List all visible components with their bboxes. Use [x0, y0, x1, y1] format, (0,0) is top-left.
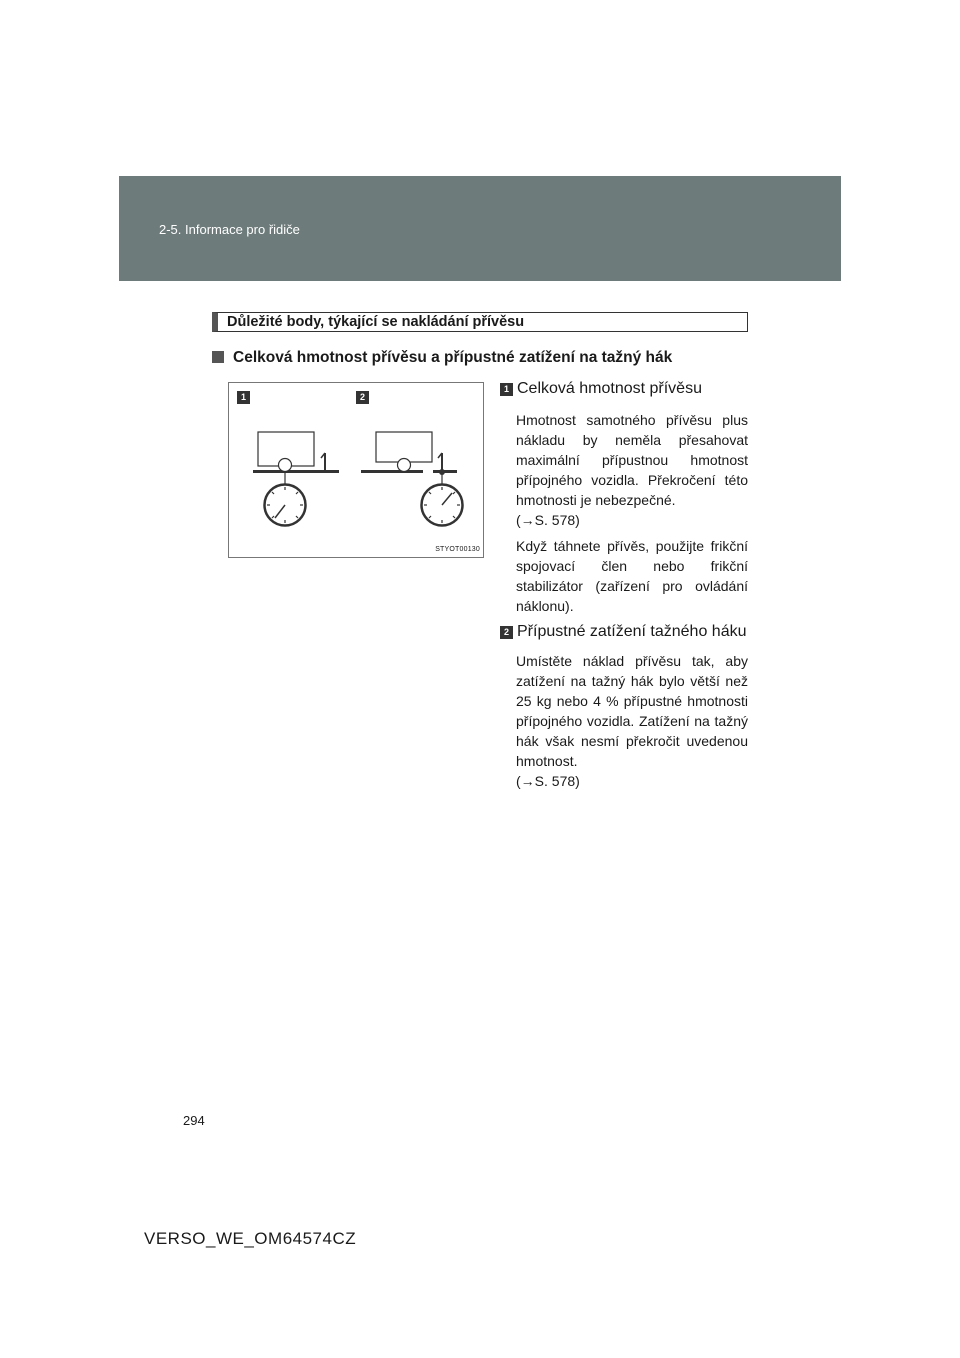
item-1-paragraph-1: Hmotnost samotného přívěsu plus nákladu by neměla přesahovat maximální přípustnou hmotnost přípojného vozidla. Překročení této hmotnosti je nebezpečné. [516, 412, 748, 508]
tow-hitch-bar [433, 470, 457, 473]
figure-code: STYOT00130 [435, 546, 480, 553]
item-2-paragraph-1: Umístěte náklad přívěsu tak, aby zatížení na tažný hák bylo větší než 25 kg nebo 4 % přípustné hmotnosti přípojného vozidla. Zatížení na tažný hák však nesmí překročit uvedenou hmotnost. [516, 653, 748, 769]
section-title: Důležité body, týkající se nakládání přívěsu [212, 312, 748, 332]
item-1-page-reference[interactable]: (→S. 578) [516, 512, 580, 528]
trailer-drawbar [361, 470, 423, 473]
item-heading-2 [500, 622, 746, 642]
figure-badge-1: 1 [237, 391, 250, 404]
figure-badge-2: 2 [356, 391, 369, 404]
item-title: Celková hmotnost přívěsu [517, 380, 702, 397]
section-breadcrumb: 2-5. Informace pro řidiče [159, 222, 300, 237]
item-number-badge: 1 [500, 383, 513, 396]
item-number-badge: 2 [500, 626, 513, 639]
square-bullet-icon [212, 351, 224, 363]
tongue-load-diagram [361, 432, 463, 526]
trailer-illustration [229, 383, 485, 559]
trailer-drawbar [253, 470, 339, 473]
header-band [119, 176, 841, 281]
trailer-body [376, 432, 432, 462]
item-heading-1 [500, 379, 702, 399]
trailer-load-figure [228, 382, 484, 558]
subheading [212, 349, 672, 367]
trailer-wheel [398, 459, 411, 472]
document-code: VERSO_WE_OM64574CZ [144, 1229, 357, 1248]
trailer-total-weight-diagram [253, 432, 339, 526]
page-number: 294 [183, 1113, 205, 1128]
item-1-paragraph-2: Když táhnete přívěs, použijte frikční spojovací člen nebo frikční stabilizátor (zařízení pro ovládání náklonu). [516, 538, 748, 614]
subheading-text: Celková hmotnost přívěsu a přípustné zatížení na tažný hák [233, 349, 673, 366]
item-2-page-reference[interactable]: (→S. 578) [516, 773, 580, 789]
trailer-wheel [279, 459, 292, 472]
item-title: Přípustné zatížení tažného háku [517, 623, 747, 640]
